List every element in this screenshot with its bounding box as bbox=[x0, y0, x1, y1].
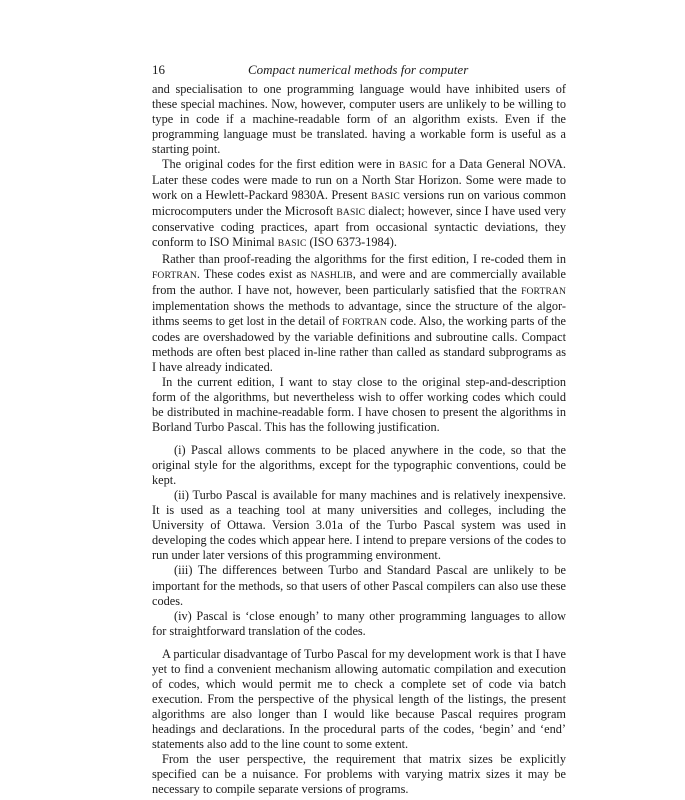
paragraph-continuation: and specialisation to one programming language would have inhibited users of these special machines. Now, however, computer users are unlikely to be willing to type in code if a machine-readable form of an algorithm exists. Even if the programming language must be translated. having a workable form is useful as a starting point. bbox=[152, 82, 566, 157]
page-number: 16 bbox=[152, 62, 165, 77]
list-item-ii: (ii) Turbo Pascal is available for many machines and is relatively inexpensive. It is used as a teaching tool at many universities and colleges, including the University of Ottawa. Version 3.01a of the Turbo Pascal system was used in developing the codes which appear here. I intend to prepare versions of the codes to run under later versions of this programming environment. bbox=[152, 488, 566, 563]
running-title: Compact numerical methods for computer bbox=[248, 62, 469, 77]
list-item-i: (i) Pascal allows comments to be placed anywhere in the code, so that the original style for the algorithms, except for the typographic conventions, could be kept. bbox=[152, 443, 566, 488]
list-item-iii: (iii) The differences between Turbo and Standard Pascal are unlikely to be important for the methods, so that users of other Pascal compilers can also use these codes. bbox=[152, 563, 566, 608]
paragraph-fortran: Rather than proof-reading the algorithms for the first edition, I re-coded them in FORTRAN. These codes exist as NASHLIB, and were and are commercially available from the author. I have not, however, been particularly satisfied that the FORTRAN implementation shows the methods to advantage, since the structure of the algor-ithms seems to get lost in the detail of FORTRAN code. Also, the working parts of the codes are overshadowed by the variable definitions and subroutine calls. Compact methods are often best placed in-line rather than called as standard subprograms as I have already indicated. bbox=[152, 251, 566, 374]
paragraph-disadvantage: A particular disadvantage of Turbo Pascal for my development work is that I have yet to find a convenient mechanism allowing automatic compilation and execution of codes, which would permit me to check a complete set of code via batch execution. From the perspective of the physical length of the listings, the present algorithms are also longer than I would like because Pascal requires program headings and declarations. In the procedural parts of the codes, ‘begin’ and ‘end’ statements also add to the line count to some extent. bbox=[152, 646, 566, 751]
paragraph-user-perspective: From the user perspective, the requirement that matrix sizes be explicitly specified can be a nuisance. For problems with varying matrix sizes it may be necessary to compile separate versions of programs. bbox=[152, 752, 566, 797]
page-header bbox=[152, 62, 566, 79]
paragraph-original-codes: The original codes for the first edition were in BASIC for a Data General NOVA. Later these codes were made to run on a North Star Horizon. Some were made to work on a Hewlett-Packard 9830A. Present BASIC versions run on various common microcomputers under the Microsoft BASIC dialect; however, since I have used very conservative coding practices, apart from occasional syntactic deviations, they conform to ISO Minimal BASIC (ISO 6373-1984). bbox=[152, 157, 566, 250]
list-item-iv: (iv) Pascal is ‘close enough’ to many other programming languages to allow for straightforward translation of the codes. bbox=[152, 608, 566, 638]
paragraph-current-edition: In the current edition, I want to stay close to the original step-and-description form of the algorithms, but nevertheless wish to offer working codes which could be distributed in machine-readable form. I have chosen to present the algorithms in Borland Turbo Pascal. This has the following justification. bbox=[152, 374, 566, 435]
document-page bbox=[152, 62, 566, 797]
